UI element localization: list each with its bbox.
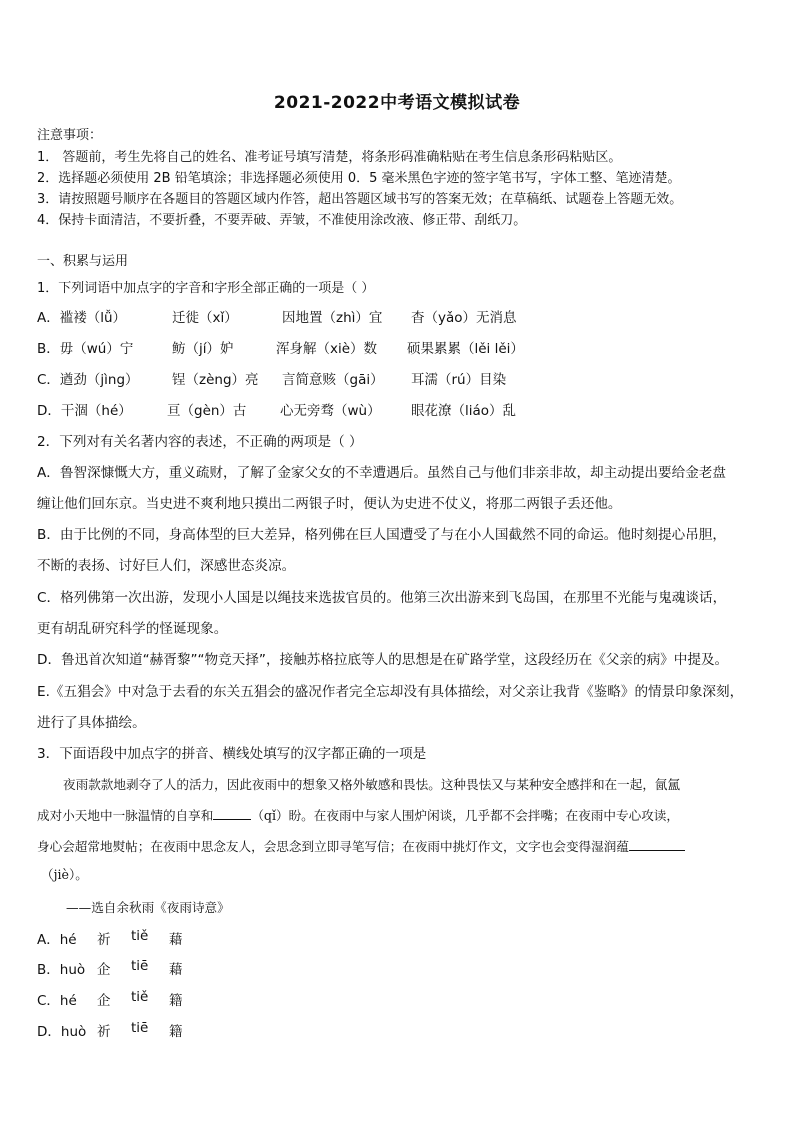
q1-b-word-2: 鲂（jí）妒 xyxy=(172,341,234,357)
q1-d-word-4: 眼花潦（liáo）乱 xyxy=(411,403,517,419)
q2-line-7: D．鲁迅首次知道“赫胥黎”“物竞天择”，接触苏格拉底等人的思想是在矿路学堂，这段经历在《父亲的病》中提及。 xyxy=(37,652,729,668)
q3-c-pinyin-1: C．hé xyxy=(37,993,77,1009)
q2-line-3: B．由于比例的不同，身高体型的巨大差异，格列佛在巨人国遭受了与在小人国截然不同的命运。他时刻提心吊胆， xyxy=(37,527,727,543)
answer-blank xyxy=(629,838,685,851)
q3-a-pinyin-2: tiě xyxy=(131,928,149,944)
q1-b-word-4: 硕果累累（lěi lěi） xyxy=(407,341,524,357)
q3-d-pinyin-1: D．huò xyxy=(37,1024,87,1040)
notice-item-3: 3．请按照题号顺序在各题目的答题区域内作答，超出答题区域书写的答案无效；在草稿纸、试题卷上答题无效。 xyxy=(37,192,683,207)
notice-heading: 注意事项： xyxy=(37,128,103,143)
q3-a-char-2: 藉 xyxy=(169,932,183,948)
notice-item-1: 1． 答题前，考生先将自己的姓名、准考证号填写清楚，将条形码准确粘贴在考生信息条形码粘贴区。 xyxy=(37,150,622,165)
q3-c-char-1: 企 xyxy=(97,993,111,1009)
q3-passage-line-1: 夜雨款款地剥夺了人的活力，因此夜雨中的想象又格外敏感和畏怯。这种畏怯又与某种安全感拌和在一起，氤氲 xyxy=(63,777,681,792)
q3-passage-text: 身心会超常地熨帖；在夜雨中思念友人，会思念到立即寻笔写信；在夜雨中挑灯作文，文字也会变得湿润蕴 xyxy=(37,839,629,854)
q1-c-word-4: 耳濡（rú）目染 xyxy=(411,372,507,388)
notice-item-2: 2．选择题必须使用 2B 铅笔填涂；非选择题必须使用 0．5 毫米黑色字迹的签字笔书写，字体工整、笔迹清楚。 xyxy=(37,171,681,186)
q3-passage-source: ——选自余秋雨《夜雨诗意》 xyxy=(66,900,230,915)
answer-blank xyxy=(213,807,251,820)
section-heading: 一、积累与运用 xyxy=(37,254,129,269)
q3-passage-text: 成对小天地中一脉温情的自享和 xyxy=(37,808,214,823)
q1-b-word-3: 浑身解（xiè）数 xyxy=(276,341,378,357)
q3-d-char-2: 籍 xyxy=(169,1024,183,1040)
q3-b-char-1: 企 xyxy=(97,962,111,978)
q2-line-6: 更有胡乱研究科学的怪诞现象。 xyxy=(37,621,228,637)
q3-b-pinyin-2: tiē xyxy=(131,958,149,974)
page-title: 2021-2022中考语文模拟试卷 xyxy=(273,93,521,113)
q1-a-word-3: 因地置（zhì）宜 xyxy=(282,310,383,326)
q2-line-2: 缠让他们回东京。当史进不爽利地只摸出二两银子时，便认为史进不仗义，将那二两银子丢还他。 xyxy=(37,496,622,512)
q2-stem: 2．下列对有关名著内容的表述，不正确的两项是（ ） xyxy=(37,434,363,450)
q1-c-word-3: 言简意赅（gāi） xyxy=(282,372,384,388)
q1-c-word-2: 锃（zèng）亮 xyxy=(172,372,259,388)
q2-line-8: E.《五猖会》中对急于去看的东关五猖会的盛况作者完全忘却没有具体描绘，对父亲让我背《鉴略》的情景印象深刻， xyxy=(37,684,744,700)
q3-c-char-2: 籍 xyxy=(169,993,183,1009)
q1-a-word-1: A．褴褛（lǚ） xyxy=(37,310,127,326)
q3-passage-line-3 xyxy=(37,836,685,855)
q2-line-1: A．鲁智深慷慨大方，重义疏财，了解了金家父女的不幸遭遇后。虽然自己与他们非亲非故，却主动提出要给金老盘 xyxy=(37,465,726,481)
q2-line-9: 进行了具体描绘。 xyxy=(37,715,146,731)
q2-line-4: 不断的表扬、讨好巨人们，深感世态炎凉。 xyxy=(37,558,296,574)
q3-passage-line-2 xyxy=(37,805,679,824)
q1-d-word-1: D．干涸（hé） xyxy=(37,403,132,419)
q3-b-pinyin-1: B．huò xyxy=(37,962,86,978)
q3-stem: 3．下面语段中加点字的拼音、横线处填写的汉字都正确的一项是 xyxy=(37,746,427,762)
notice-item-4: 4．保持卡面清洁，不要折叠，不要弄破、弄皱，不准使用涂改液、修正带、刮纸刀。 xyxy=(37,213,527,228)
q2-line-5: C．格列佛第一次出游，发现小人国是以绳技来选拔官员的。他第三次出游来到飞岛国，在那里不光能与鬼魂谈话， xyxy=(37,590,727,606)
q1-stem: 1．下列词语中加点字的字音和字形全部正确的一项是（ ） xyxy=(37,281,375,296)
q1-c-word-1: C．遒劲（jìng） xyxy=(37,372,139,388)
q1-d-word-2: 亘（gèn）古 xyxy=(167,403,247,419)
q3-c-pinyin-2: tiě xyxy=(131,989,149,1005)
q3-passage-line-4: （jiè）。 xyxy=(41,867,88,882)
q1-a-word-4: 杳（yǎo）无消息 xyxy=(411,310,517,326)
q1-b-word-1: B．毋（wú）宁 xyxy=(37,341,134,357)
q3-d-char-1: 祈 xyxy=(97,1024,111,1040)
q3-a-pinyin-1: A．hé xyxy=(37,932,77,948)
q3-a-char-1: 祈 xyxy=(97,932,111,948)
q3-d-pinyin-2: tiē xyxy=(131,1020,149,1036)
q1-a-word-2: 迁徙（xǐ） xyxy=(172,310,238,326)
q3-b-char-2: 藉 xyxy=(169,962,183,978)
q1-d-word-3: 心无旁骛（wù） xyxy=(280,403,381,419)
q3-passage-text: （qǐ）盼。在夜雨中与家人围炉闲谈，几乎都不会拌嘴；在夜雨中专心攻读， xyxy=(251,808,679,823)
